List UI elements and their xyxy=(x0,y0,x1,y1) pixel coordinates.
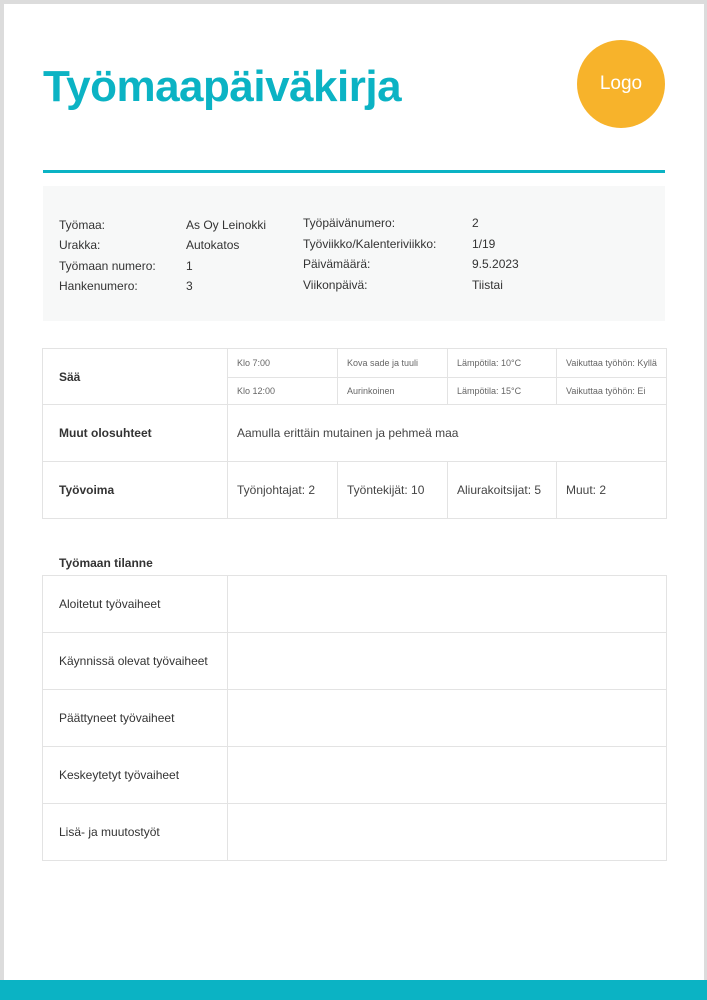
info-box xyxy=(43,186,665,321)
divider xyxy=(43,170,665,173)
conditions-table xyxy=(42,348,667,519)
table-row xyxy=(43,804,667,861)
status-label: Lisä- ja muutostyöt xyxy=(43,804,228,861)
workforce-value: Työnjohtajat: 2 xyxy=(228,462,338,519)
weather-temp: Lämpötila: 10°C xyxy=(448,349,557,378)
info-value: Autokatos xyxy=(186,238,240,252)
weather-impact: Vaikuttaa työhön: Ei xyxy=(557,378,667,405)
workforce-value: Muut: 2 xyxy=(557,462,667,519)
weather-label: Sää xyxy=(43,349,228,405)
info-label: Työpäivänumero: xyxy=(303,216,396,230)
status-field[interactable] xyxy=(228,576,667,633)
info-value: 3 xyxy=(186,279,193,293)
document-page xyxy=(4,4,704,1000)
info-value: Tiistai xyxy=(472,278,503,292)
other-label: Muut olosuhteet xyxy=(43,405,228,462)
table-row xyxy=(43,405,667,462)
info-value: 1/19 xyxy=(472,237,496,251)
table-row xyxy=(43,690,667,747)
info-label: Työmaa: xyxy=(59,218,106,232)
table-row xyxy=(43,747,667,804)
section-title: Työmaan tilanne xyxy=(59,556,153,570)
weather-time: Klo 7:00 xyxy=(228,349,338,378)
info-value: 2 xyxy=(472,216,479,230)
info-value: 9.5.2023 xyxy=(472,257,519,271)
info-label: Työviikko/Kalenteriviikko: xyxy=(303,237,437,251)
status-label: Päättyneet työvaiheet xyxy=(43,690,228,747)
status-field[interactable] xyxy=(228,633,667,690)
table-row xyxy=(43,462,667,519)
status-field[interactable] xyxy=(228,690,667,747)
weather-desc: Aurinkoinen xyxy=(338,378,448,405)
info-label: Hankenumero: xyxy=(59,279,138,293)
status-label: Käynnissä olevat työvaiheet xyxy=(43,633,228,690)
table-row xyxy=(43,576,667,633)
status-table xyxy=(42,575,667,861)
other-value: Aamulla erittäin mutainen ja pehmeä maa xyxy=(228,405,667,462)
info-label: Työmaan numero: xyxy=(59,259,156,273)
status-label: Keskeytetyt työvaiheet xyxy=(43,747,228,804)
info-value: As Oy Leinokki xyxy=(186,218,267,232)
status-label: Aloitetut työvaiheet xyxy=(43,576,228,633)
table-row xyxy=(43,349,667,378)
info-label: Urakka: xyxy=(59,238,101,252)
page-title: Työmaapäiväkirja xyxy=(43,62,402,111)
info-value: 1 xyxy=(186,259,193,273)
logo: Logo xyxy=(577,40,665,128)
table-row xyxy=(43,633,667,690)
status-field[interactable] xyxy=(228,804,667,861)
workforce-label: Työvoima xyxy=(43,462,228,519)
status-field[interactable] xyxy=(228,747,667,804)
weather-time: Klo 12:00 xyxy=(228,378,338,405)
info-label: Päivämäärä: xyxy=(303,257,371,271)
weather-temp: Lämpötila: 15°C xyxy=(448,378,557,405)
workforce-value: Työntekijät: 10 xyxy=(338,462,448,519)
weather-desc: Kova sade ja tuuli xyxy=(338,349,448,378)
footer-band xyxy=(0,980,707,1000)
info-label: Viikonpäivä: xyxy=(303,278,368,292)
weather-impact: Vaikuttaa työhön: Kyllä xyxy=(557,349,667,378)
workforce-value: Aliurakoitsijat: 5 xyxy=(448,462,557,519)
